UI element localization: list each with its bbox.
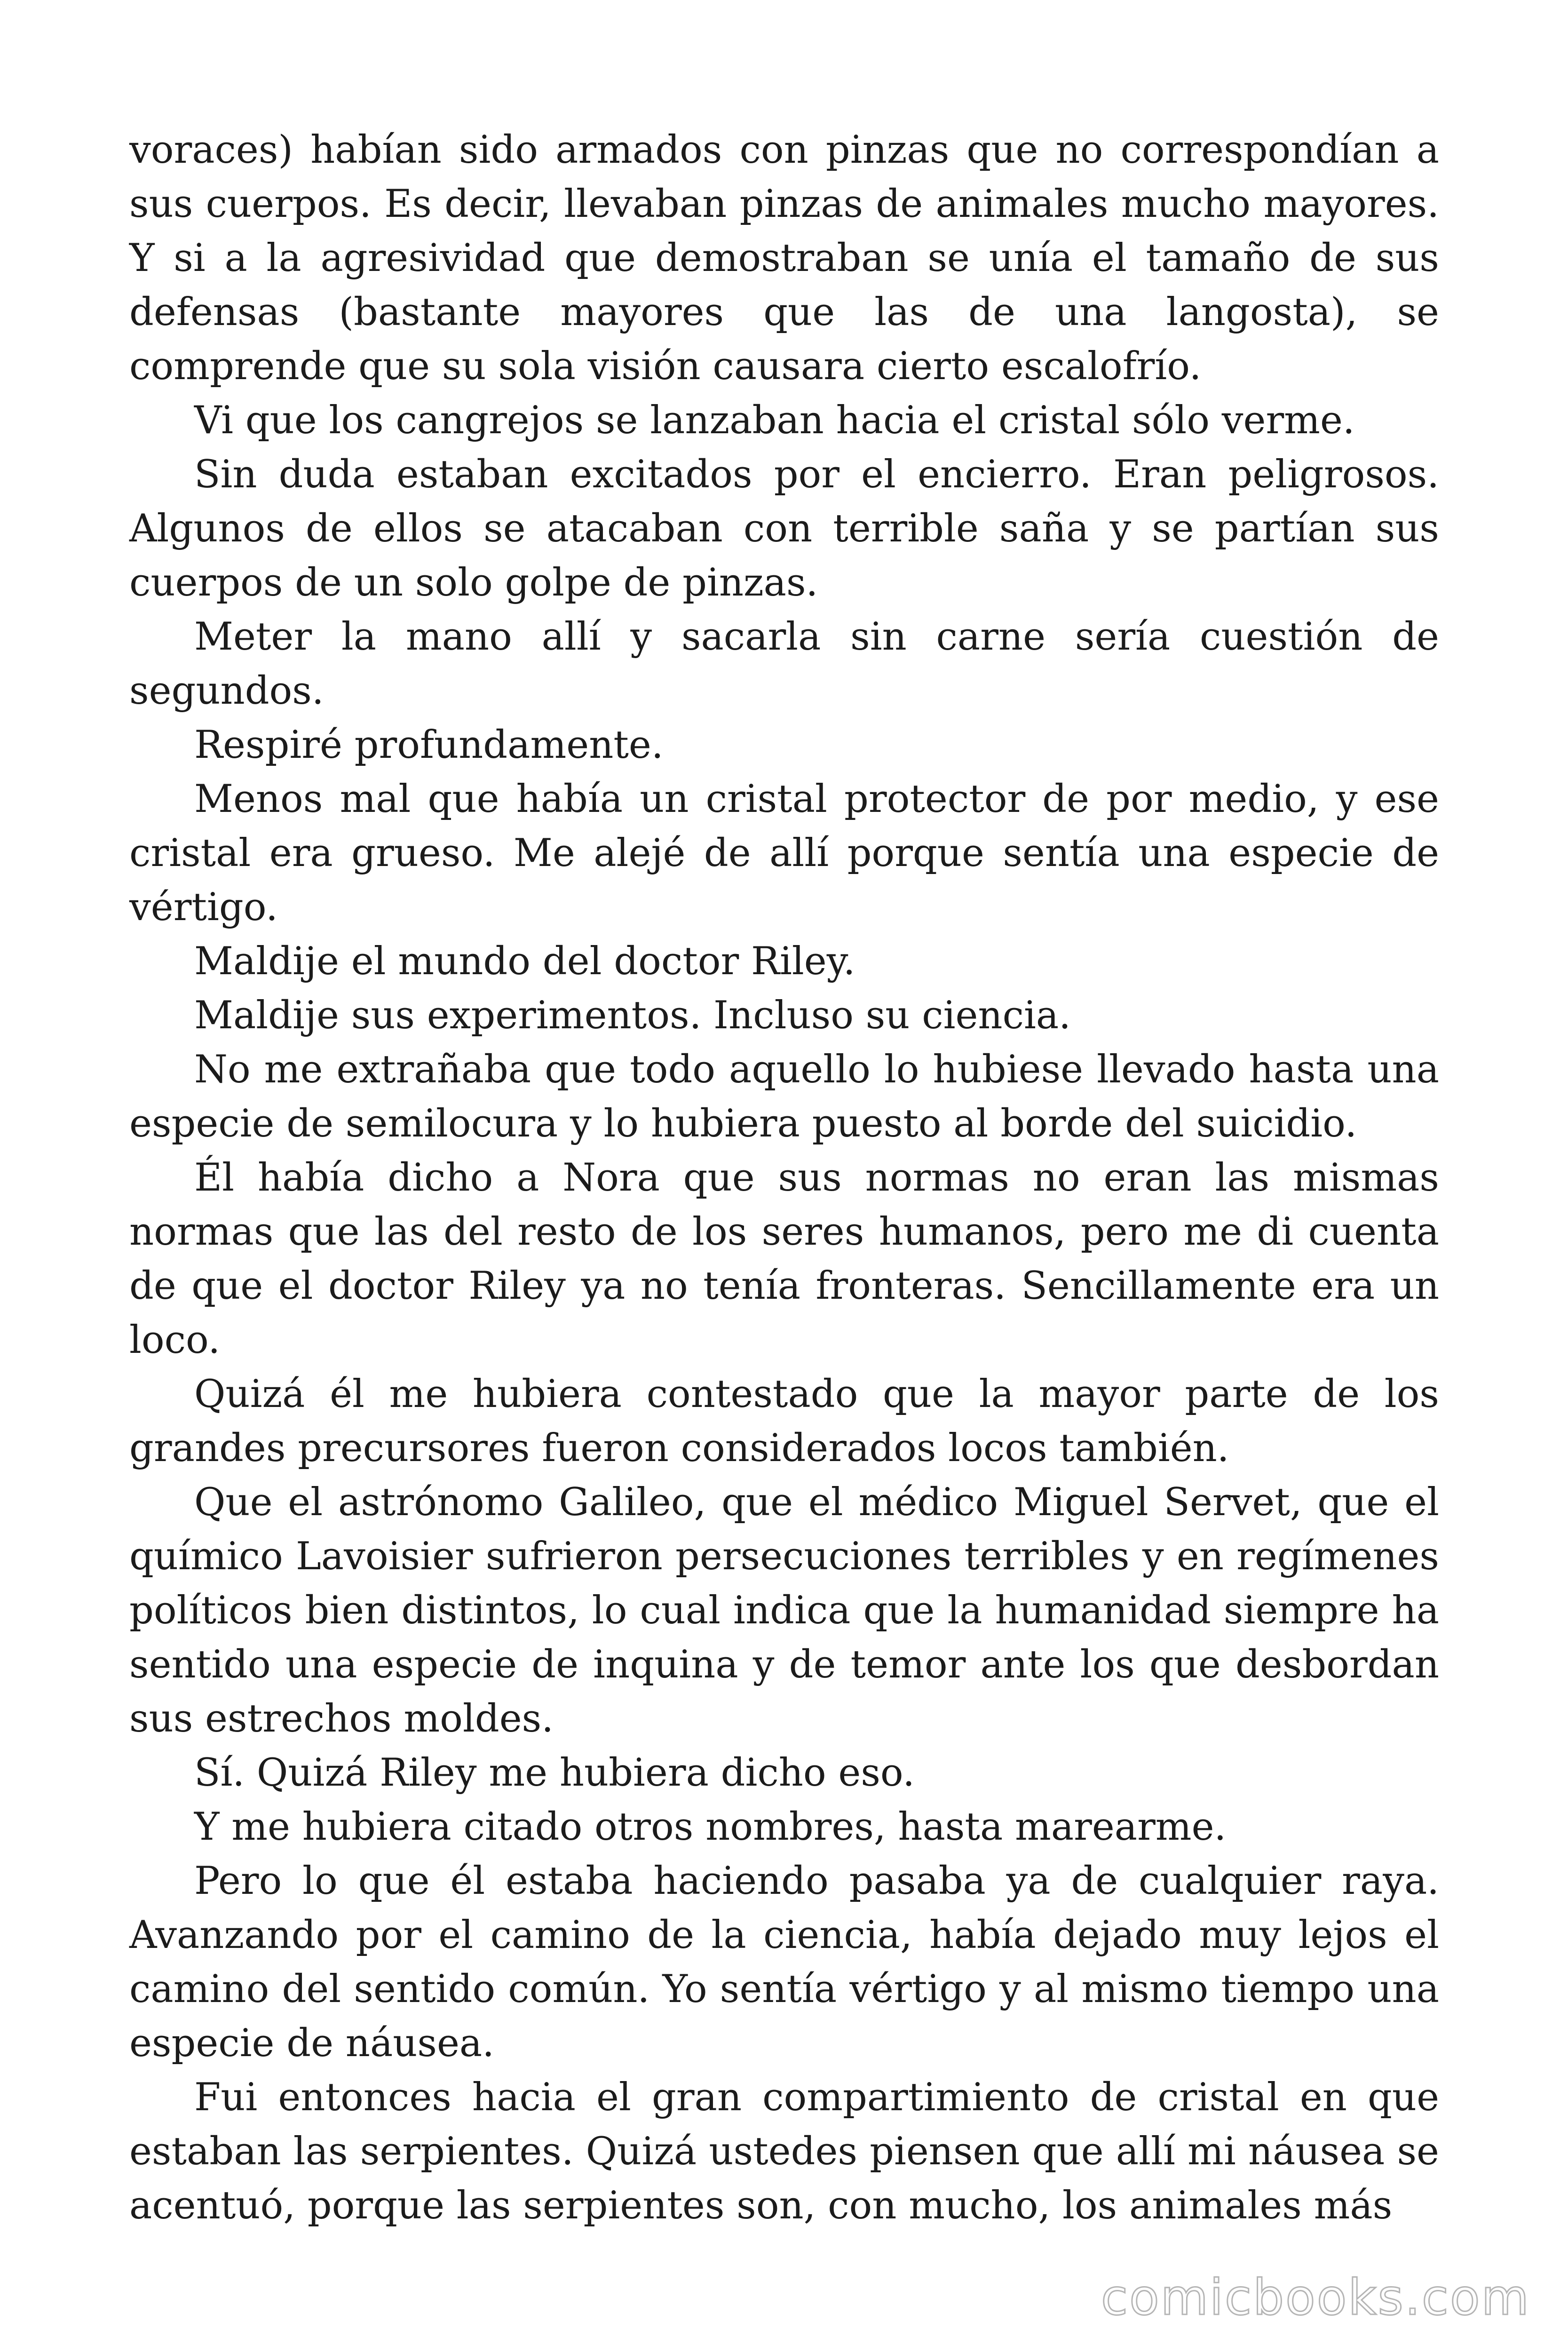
paragraph-14: Y me hubiera citado otros nombres, hasta marearme. xyxy=(194,1805,1227,1849)
paragraph-2: Vi que los cangrejos se lanzaban hacia el cristal sólo verme. xyxy=(194,398,1355,443)
paragraph-7: Maldije el mundo del doctor Riley. xyxy=(194,939,855,984)
paragraph-15: Pero lo que él estaba haciendo pasaba ya de cualquier raya. Avanzando por el camino de la ciencia, había dejado muy lejos el camino del sentido común. Yo sentía vértigo y al mismo tiempo una especie de náusea. xyxy=(129,1859,1439,2066)
paragraph-13: Sí. Quizá Riley me hubiera dicho eso. xyxy=(194,1751,915,1795)
paragraph-5: Respiré profundamente. xyxy=(194,723,664,767)
paragraph-16: Fui entonces hacia el gran compartimiento de cristal en que estaban las serpientes. Quizá ustedes piensen que allí mi náusea se acentuó, porque las serpientes son, con mucho, los animales más xyxy=(129,2075,1439,2228)
paragraph-1: voraces) habían sido armados con pinzas que no correspondían a sus cuerpos. Es decir, llevaban pinzas de animales mucho mayores. Y si a la agresividad que demostraban se unía el tamaño de sus defensas (bastante mayores que las de una langosta), se comprende que su sola visión causara cierto escalofrío. xyxy=(129,128,1439,389)
paragraph-9: No me extrañaba que todo aquello lo hubiese llevado hasta una especie de semilocura y lo hubiera puesto al borde del suicidio. xyxy=(129,1048,1439,1146)
paragraph-6: Menos mal que había un cristal protector de por medio, y ese cristal era grueso. Me alejé de allí porque sentía una especie de vértigo. xyxy=(129,777,1439,930)
paragraph-12: Que el astrónomo Galileo, que el médico Miguel Servet, que el químico Lavoisier sufrieron persecuciones terribles y en regímenes políticos bien distintos, lo cual indica que la humanidad siempre ha sentido una especie de inquina y de temor ante los que desbordan sus estrechos moldes. xyxy=(129,1480,1439,1741)
body-text xyxy=(129,123,1439,2233)
watermark: comicbooks.com xyxy=(1101,2269,1530,2326)
paragraph-11: Quizá él me hubiera contestado que la mayor parte de los grandes precursores fueron considerados locos también. xyxy=(129,1372,1439,1470)
paragraph-10: Él había dicho a Nora que sus normas no eran las mismas normas que las del resto de los seres humanos, pero me di cuenta de que el doctor Riley ya no tenía fronteras. Sencillamente era un loco. xyxy=(129,1156,1439,1362)
paragraph-4: Meter la mano allí y sacarla sin carne sería cuestión de segundos. xyxy=(129,615,1439,713)
paragraph-8: Maldije sus experimentos. Incluso su ciencia. xyxy=(194,993,1071,1038)
paragraph-3: Sin duda estaban excitados por el encierro. Eran peligrosos. Algunos de ellos se atacaban con terrible saña y se partían sus cuerpos de un solo golpe de pinzas. xyxy=(129,453,1439,605)
